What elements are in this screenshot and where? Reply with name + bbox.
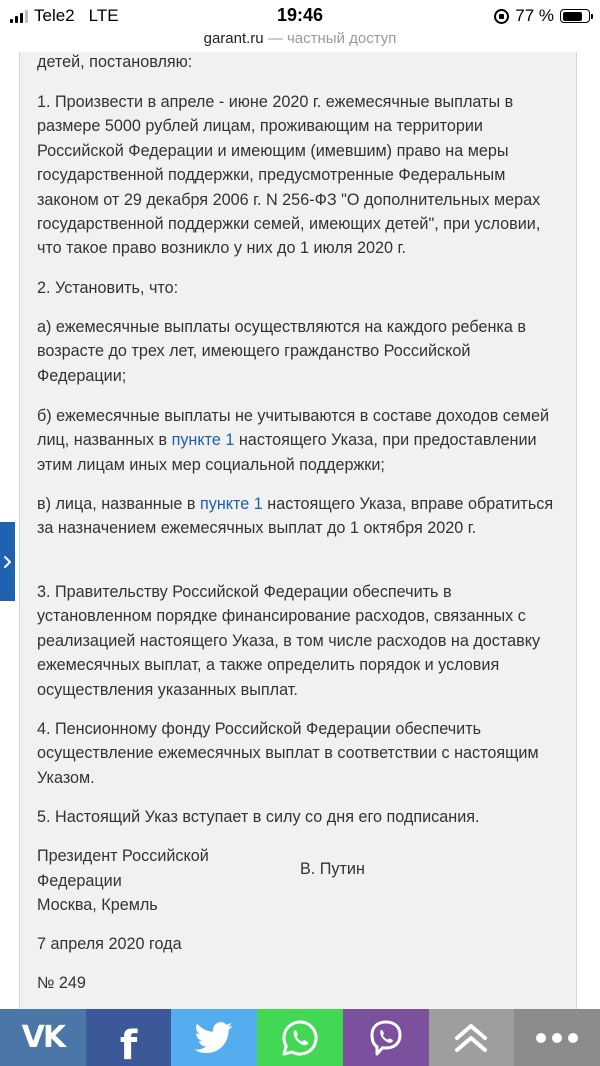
paragraph-item-2: 2. Установить, что: xyxy=(37,279,179,297)
status-time: 19:46 xyxy=(276,5,324,25)
signing-date: 7 апреля 2020 года xyxy=(37,935,182,953)
more-options-button[interactable] xyxy=(514,1009,600,1066)
item-2b-text-end: настоящего Указа, при предоставлении этим лицам иных мер социальной поддержки; xyxy=(37,431,537,474)
status-bar xyxy=(0,0,600,30)
battery-percent: 77 % xyxy=(515,6,554,25)
chevron-right-icon xyxy=(3,554,13,570)
decree-number: № 249 xyxy=(37,974,86,992)
paragraph-item-3: 3. Правительству Российской Федерации обеспечить в установленном порядке финансирование расходов, связанных с реализацией настоящего Указа, в том числе расходов на доставку ежемесячных выплат, а также определить порядок и условия осуществления указанных выплат. xyxy=(37,583,541,699)
whatsapp-icon xyxy=(280,1018,320,1058)
paragraph-item-4: 4. Пенсионному фонду Российской Федерации обеспечить осуществление ежемесячных выплат в соответствии с настоящим Указом. xyxy=(37,720,539,787)
network-type: LTE xyxy=(88,6,119,25)
url-private-label: — частный доступ xyxy=(263,30,397,47)
item-2c-text-start: в) лица, названные в xyxy=(37,495,200,513)
status-right xyxy=(494,6,590,26)
viber-icon xyxy=(366,1018,406,1058)
signer-title-line-1: Президент Российской xyxy=(37,847,209,865)
link-punkt-1-second[interactable]: пункте 1 xyxy=(199,495,263,513)
item-2b-text-start: б) ежемесячные выплаты не учитываются в составе доходов семей лиц, названных в xyxy=(37,407,550,450)
share-bar xyxy=(0,1009,600,1066)
link-punkt-1[interactable]: пункте 1 xyxy=(171,431,235,450)
url-bar[interactable] xyxy=(0,30,600,52)
item-2c-text-end: настоящего Указа, вправе обратиться за назначением ежемесячных выплат до 1 октября 2020 г. xyxy=(37,495,554,538)
paragraph-item-2c xyxy=(37,492,562,541)
scroll-up-icon xyxy=(451,1020,491,1056)
paragraph-item-1: 1. Произвести в апреле - июне 2020 г. ежемесячные выплаты в размере 5000 рублей лицам, проживающим на территории Российской Федерации и имеющим (имевшим) право на меры государственной поддержки, предусмотренные Федеральным законом от 29 декабря 2006 г. N 256-ФЗ "О дополнительных мерах государственной поддержки семей, имеющих детей", при условии, что такое право возникло у них до 1 июля 2020 г. xyxy=(37,93,541,258)
twitter-icon xyxy=(195,1022,233,1054)
share-facebook-button[interactable] xyxy=(86,1009,172,1066)
share-viber-button[interactable] xyxy=(343,1009,429,1066)
side-panel-tab[interactable] xyxy=(0,522,15,601)
share-vk-button[interactable] xyxy=(0,1009,86,1066)
paragraph-item-2b xyxy=(37,404,562,477)
intro-tail: детей, постановляю: xyxy=(37,53,193,71)
paragraph-item-5: 5. Настоящий Указ вступает в силу со дня его подписания. xyxy=(37,808,480,826)
signing-place: Москва, Кремль xyxy=(37,896,158,914)
more-icon xyxy=(535,1032,579,1044)
carrier-name: Tele2 xyxy=(34,6,75,25)
rotation-lock-icon xyxy=(494,9,509,24)
signer-title-line-2: Федерации xyxy=(37,872,122,890)
scroll-up-button[interactable] xyxy=(429,1009,515,1066)
url-domain: garant.ru xyxy=(203,30,264,47)
facebook-icon: f xyxy=(119,1022,138,1066)
share-whatsapp-button[interactable] xyxy=(257,1009,343,1066)
paragraph-item-2a: а) ежемесячные выплаты осуществляются на каждого ребенка в возрасте до трех лет, имеющего гражданство Российской Федерации; xyxy=(37,318,526,385)
vk-icon: VK xyxy=(21,1020,65,1055)
battery-icon xyxy=(560,9,590,23)
share-twitter-button[interactable] xyxy=(171,1009,257,1066)
signer-name: В. Путин xyxy=(300,860,365,878)
document-card xyxy=(19,40,577,1010)
